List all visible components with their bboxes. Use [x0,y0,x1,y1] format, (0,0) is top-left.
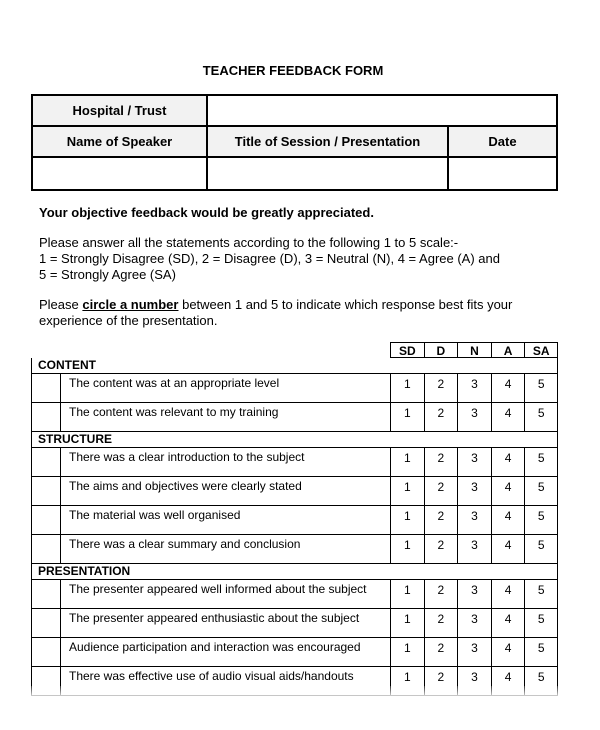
rating-option-1[interactable]: 1 [390,580,424,608]
scale-header-n: N [457,342,491,358]
circle-instructions [39,297,559,329]
row-gutter [32,403,61,431]
scale-header-a: A [491,342,525,358]
rating-option-4[interactable]: 4 [491,448,525,476]
appreciation-text: Your objective feedback would be greatly appreciated. [39,205,374,220]
statement-text: The presenter appeared enthusiastic about the subject [69,611,360,625]
table-row [31,638,558,667]
rating-option-3[interactable]: 3 [457,374,491,402]
statement-cell [31,638,390,667]
section-header [31,564,558,580]
rating-option-3[interactable]: 3 [457,638,491,666]
scale-header-sd: SD [390,342,424,358]
statement-text: The material was well organised [69,508,241,522]
scale-header-row [31,342,558,358]
rating-option-1[interactable]: 1 [390,403,424,431]
rating-option-5[interactable]: 5 [524,667,558,695]
scale-header-d: D [424,342,458,358]
statement-text: The content was at an appropriate level [69,376,280,390]
rating-option-2[interactable]: 2 [424,667,458,695]
session-label: Title of Session / Presentation [208,127,449,156]
rating-option-2[interactable]: 2 [424,506,458,534]
statement-cell [31,374,390,403]
circle-line-1 [39,297,559,313]
rating-option-2[interactable]: 2 [424,580,458,608]
section-header [31,432,558,448]
statement-text: There was effective use of audio visual aids/handouts [69,669,354,683]
row-gutter [32,580,61,608]
rating-option-5[interactable]: 5 [524,609,558,637]
row-gutter [32,638,61,666]
hospital-row [33,96,556,127]
circle-post: between 1 and 5 to indicate which response best fits your [178,297,513,312]
entry-row [33,158,556,189]
rating-option-4[interactable]: 4 [491,667,525,695]
statement-cell [31,403,390,432]
table-row [31,448,558,477]
rating-option-1[interactable]: 1 [390,506,424,534]
row-gutter [32,448,61,476]
statement-text: There was a clear introduction to the subject [69,450,305,464]
rating-option-1[interactable]: 1 [390,374,424,402]
table-row [31,506,558,535]
circle-line-2: experience of the presentation. [39,313,218,328]
session-field[interactable] [208,158,449,189]
row-gutter [32,609,61,637]
table-row [31,374,558,403]
rating-option-3[interactable]: 3 [457,403,491,431]
column-header-row [33,127,556,158]
page-fade [0,686,600,730]
statement-text: The content was relevant to my training [69,405,279,419]
rating-option-3[interactable]: 3 [457,667,491,695]
section-title: STRUCTURE [38,432,112,446]
rating-option-5[interactable]: 5 [524,535,558,563]
scale-header-sa: SA [524,342,558,358]
table-row [31,477,558,506]
rating-option-3[interactable]: 3 [457,535,491,563]
table-row [31,535,558,564]
rating-option-2[interactable]: 2 [424,609,458,637]
statement-text: The presenter appeared well informed about the subject [69,582,367,596]
speaker-label: Name of Speaker [33,127,208,156]
rating-option-3[interactable]: 3 [457,477,491,505]
rating-option-3[interactable]: 3 [457,506,491,534]
section-title: PRESENTATION [38,564,131,578]
rating-option-1[interactable]: 1 [390,609,424,637]
table-row [31,609,558,638]
rating-option-4[interactable]: 4 [491,609,525,637]
rating-option-5[interactable]: 5 [524,506,558,534]
rating-option-5[interactable]: 5 [524,580,558,608]
statement-cell [31,506,390,535]
form-title: TEACHER FEEDBACK FORM [202,63,384,78]
rating-option-2[interactable]: 2 [424,448,458,476]
rating-option-1[interactable]: 1 [390,638,424,666]
rating-option-4[interactable]: 4 [491,506,525,534]
scale-line-2: 1 = Strongly Disagree (SD), 2 = Disagree (D), 3 = Neutral (N), 4 = Agree (A) and [39,251,500,266]
statement-cell [31,477,390,506]
rating-option-2[interactable]: 2 [424,638,458,666]
row-gutter [32,477,61,505]
rating-option-2[interactable]: 2 [424,403,458,431]
statement-text: There was a clear summary and conclusion [69,537,301,551]
statement-cell [31,580,390,609]
rating-option-1[interactable]: 1 [390,667,424,695]
date-field[interactable] [449,158,556,189]
rating-option-4[interactable]: 4 [491,535,525,563]
table-row [31,403,558,432]
rating-option-4[interactable]: 4 [491,477,525,505]
statement-cell [31,448,390,477]
statement-text: Audience participation and interaction was encouraged [69,640,361,654]
rating-option-2[interactable]: 2 [424,374,458,402]
circle-emphasis: circle a number [82,297,179,312]
rating-option-3[interactable]: 3 [457,580,491,608]
rating-option-1[interactable]: 1 [390,477,424,505]
circle-pre: Please [39,297,83,312]
rating-option-2[interactable]: 2 [424,535,458,563]
speaker-field[interactable] [33,158,208,189]
statement-cell [31,535,390,564]
rating-option-5[interactable]: 5 [524,638,558,666]
rating-option-3[interactable]: 3 [457,609,491,637]
rating-option-4[interactable]: 4 [491,374,525,402]
rating-table [31,342,558,696]
scale-line-3: 5 = Strongly Agree (SA) [39,267,176,282]
rating-option-1[interactable]: 1 [390,448,424,476]
rating-option-5[interactable]: 5 [524,374,558,402]
rating-option-5[interactable]: 5 [524,403,558,431]
rating-option-4[interactable]: 4 [491,403,525,431]
rating-option-1[interactable]: 1 [390,535,424,563]
table-row [31,580,558,609]
date-label: Date [449,127,556,156]
hospital-label: Hospital / Trust [33,96,208,125]
rating-option-3[interactable]: 3 [457,448,491,476]
row-gutter [32,506,61,534]
row-gutter [32,374,61,402]
scale-header-blank [31,342,390,358]
rating-option-4[interactable]: 4 [491,580,525,608]
rating-option-4[interactable]: 4 [491,638,525,666]
rating-option-5[interactable]: 5 [524,477,558,505]
rating-option-2[interactable]: 2 [424,477,458,505]
header-table [31,94,558,191]
section-header [31,358,558,374]
statement-text: The aims and objectives were clearly stated [69,479,302,493]
scale-instructions [39,235,559,283]
row-gutter [32,535,61,563]
section-title: CONTENT [38,358,96,372]
hospital-field[interactable] [208,96,556,125]
rating-option-5[interactable]: 5 [524,448,558,476]
scale-line-1: Please answer all the statements according to the following 1 to 5 scale:- [39,235,459,250]
statement-cell [31,609,390,638]
